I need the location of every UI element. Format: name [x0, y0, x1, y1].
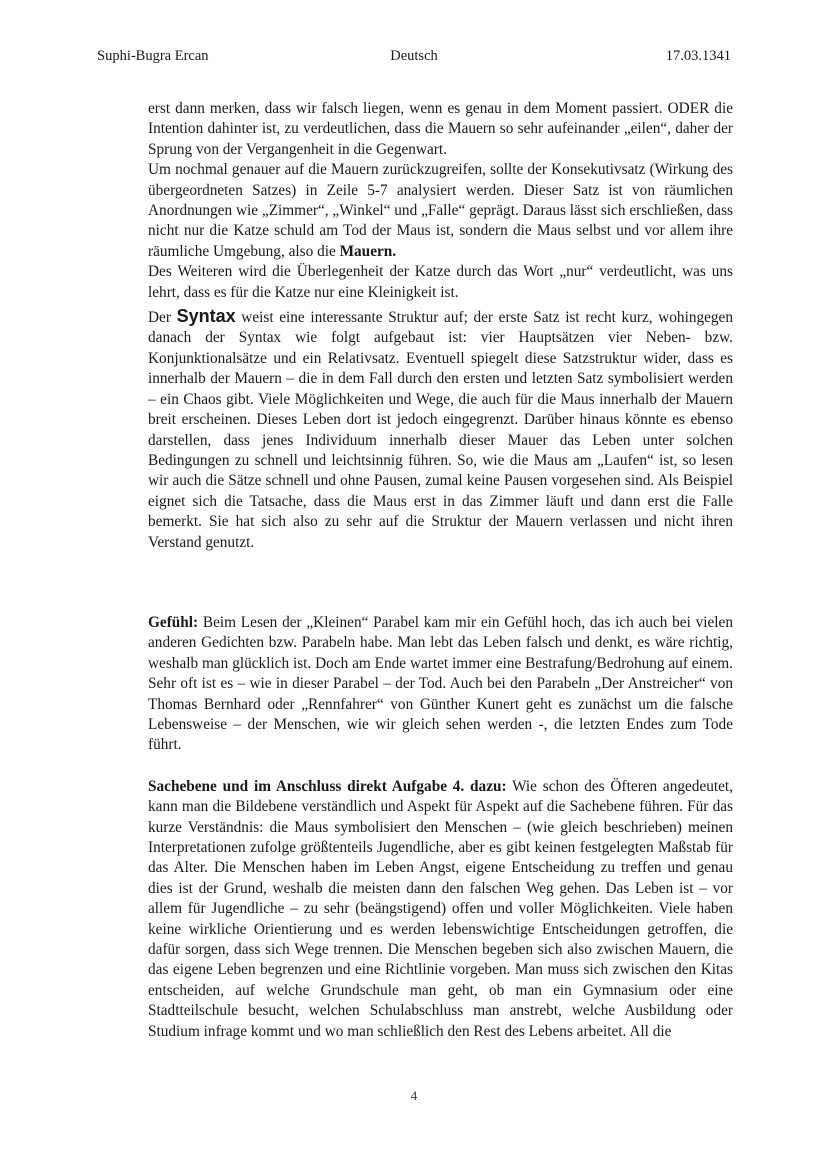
- spacer: [148, 756, 733, 777]
- paragraph-prefix: Der: [148, 309, 177, 327]
- section-label-gefuehl: Gefühl:: [148, 613, 199, 631]
- paragraph-text: Wie schon des Öfteren angedeutet, kann man die Bildebene verständlich und Aspekt für Aspekt auf die Sachebene führen. Für das kurze Verständnis: die Maus symbolisiert den Menschen – (wie gleich beschrieben) meinen Interpretationen zufolge größtenteils Jugendliche, aber es gibt keinen festgelegten Maßstab für das Alter. Die Menschen haben im Leben Angst, eigene Entscheidung zu treffen und genau dies ist der Grund, weshalb die meisten dann den falschen Weg gehen. Das Leben ist – vor allem für Jugendliche – zu sehr (beängstigend) offen und voller Möglichkeiten. Viele haben keine wirkliche Orientierung und es werden lebenswichtige Entscheidungen getroffen, die dafür sorgen, dass sich Wege trennen. Die Menschen begeben sich also zwischen Mauern, die das eigene Leben begrenzen und eine Richtlinie vorgeben. Man muss sich zwischen den Kitas entscheiden, auf welche Grundschule man geht, ob man ein Gymnasium oder eine Stadtteilschule besucht, welchen Schulabschluss man anstrebt, welche Ausbildung oder Studium infrage kommt und wo man schließlich den Rest des Lebens arbeitet. All die: [148, 777, 734, 1040]
- paragraph-intention: erst dann merken, dass wir falsch liegen, wenn es genau in dem Moment passiert. ODER die Intention dahinter ist, zu verdeutlichen, dass die Mauern so sehr aufeinander „eilen“, daher der Sprung von der Vergangenheit in die Gegenwart.: [148, 100, 733, 158]
- bold-term-syntax: Syntax: [176, 306, 236, 327]
- paragraph-gefuehl: [148, 613, 733, 756]
- paragraph-text: Beim Lesen der „Kleinen“ Parabel kam mir ein Gefühl hoch, das ich auch bei vielen anderen Gedichten bzw. Parabeln habe. Man lebt das Leben falsch und denkt, es wäre richtig, weshalb man glücklich ist. Doch am Ende wartet immer eine Bestrafung/Bedrohung auf einem. Sehr oft ist es – wie in dieser Parabel – der Tod. Auch bei den Parabeln „Der Anstreicher“ von Thomas Bernhard oder „Rennfahrer“ von Günther Kunert geht es zunächst um die falsche Lebensweise – der Menschen, wie wir gleich sehen werden -, die letzten Endes zum Tode führt.: [148, 613, 733, 754]
- spacer: [148, 553, 733, 613]
- paragraph-ueberlegenheit: Des Weiteren wird die Überlegenheit der Katze durch das Wort „nur“ verdeutlicht, was uns lehrt, dass es für die Katze nur eine Kleinigkeit ist.: [148, 263, 733, 301]
- section-label-sachebene: Sachebene und im Anschluss direkt Aufgabe 4. dazu:: [148, 777, 507, 795]
- bold-term-mauern: Mauern.: [339, 242, 397, 260]
- header-author: Suphi-Bugra Ercan: [97, 48, 209, 64]
- header-date: 17.03.1341: [665, 48, 731, 64]
- paragraph-syntax: [148, 306, 733, 553]
- header-subject: Deutsch: [390, 48, 438, 64]
- paragraph-konsekutivsatz: [148, 160, 733, 262]
- page-number: 4: [410, 1088, 418, 1103]
- page-header: [97, 48, 731, 68]
- paragraph-text: weist eine interessante Struktur auf; der erste Satz ist recht kurz, wohingegen danach der Syntax wie folgt aufgebaut ist: vier Hauptsätzen vier Neben- bzw. Konjunktionalsätze und ein Relativsatz. Eventuell spiegelt diese Satzstruktur wider, dass es innerhalb der Mauern – die in dem Fall durch den ersten und letzten Satz symbolisiert werden – ein Chaos gibt. Viele Möglichkeiten und Wege, die auch für die Maus innerhalb der Mauern breit erscheinen. Dieses Leben dort ist jedoch eingegrenzt. Darüber hinaus könnte es ebenso darstellen, dass jenes Individuum innerhalb dieser Mauer das Leben unter solchen Bedingungen zu schnell und leichtsinnig führen. So, wie die Maus am „Laufen“ ist, so lesen wir auch die Sätze schnell und ohne Pausen, zumal keine Pausen vorgesehen sind. Als Beispiel eignet sich die Tatsache, dass die Maus erst in das Zimmer läuft und dann erst die Falle bemerkt. Sie hat sich also zu sehr auf die Struktur der Mauern verlassen und nicht ihren Verstand genutzt.: [148, 309, 733, 551]
- paragraph-sachebene: [148, 777, 733, 1042]
- paragraph-text: Um nochmal genauer auf die Mauern zurückzugreifen, sollte der Konsekutivsatz (Wirkung des übergeordneten Satzes) in Zeile 5-7 analysiert werden. Dieser Satz ist von räumlichen Anordnungen wie „Zimmer“, „Winkel“ und „Falle“ geprägt. Daraus lässt sich erschließen, dass nicht nur die Katze schuld am Tod der Maus ist, sondern die Maus selbst und vor allem ihre räumliche Umgebung, also die: [148, 161, 733, 260]
- document-body: [148, 99, 733, 1042]
